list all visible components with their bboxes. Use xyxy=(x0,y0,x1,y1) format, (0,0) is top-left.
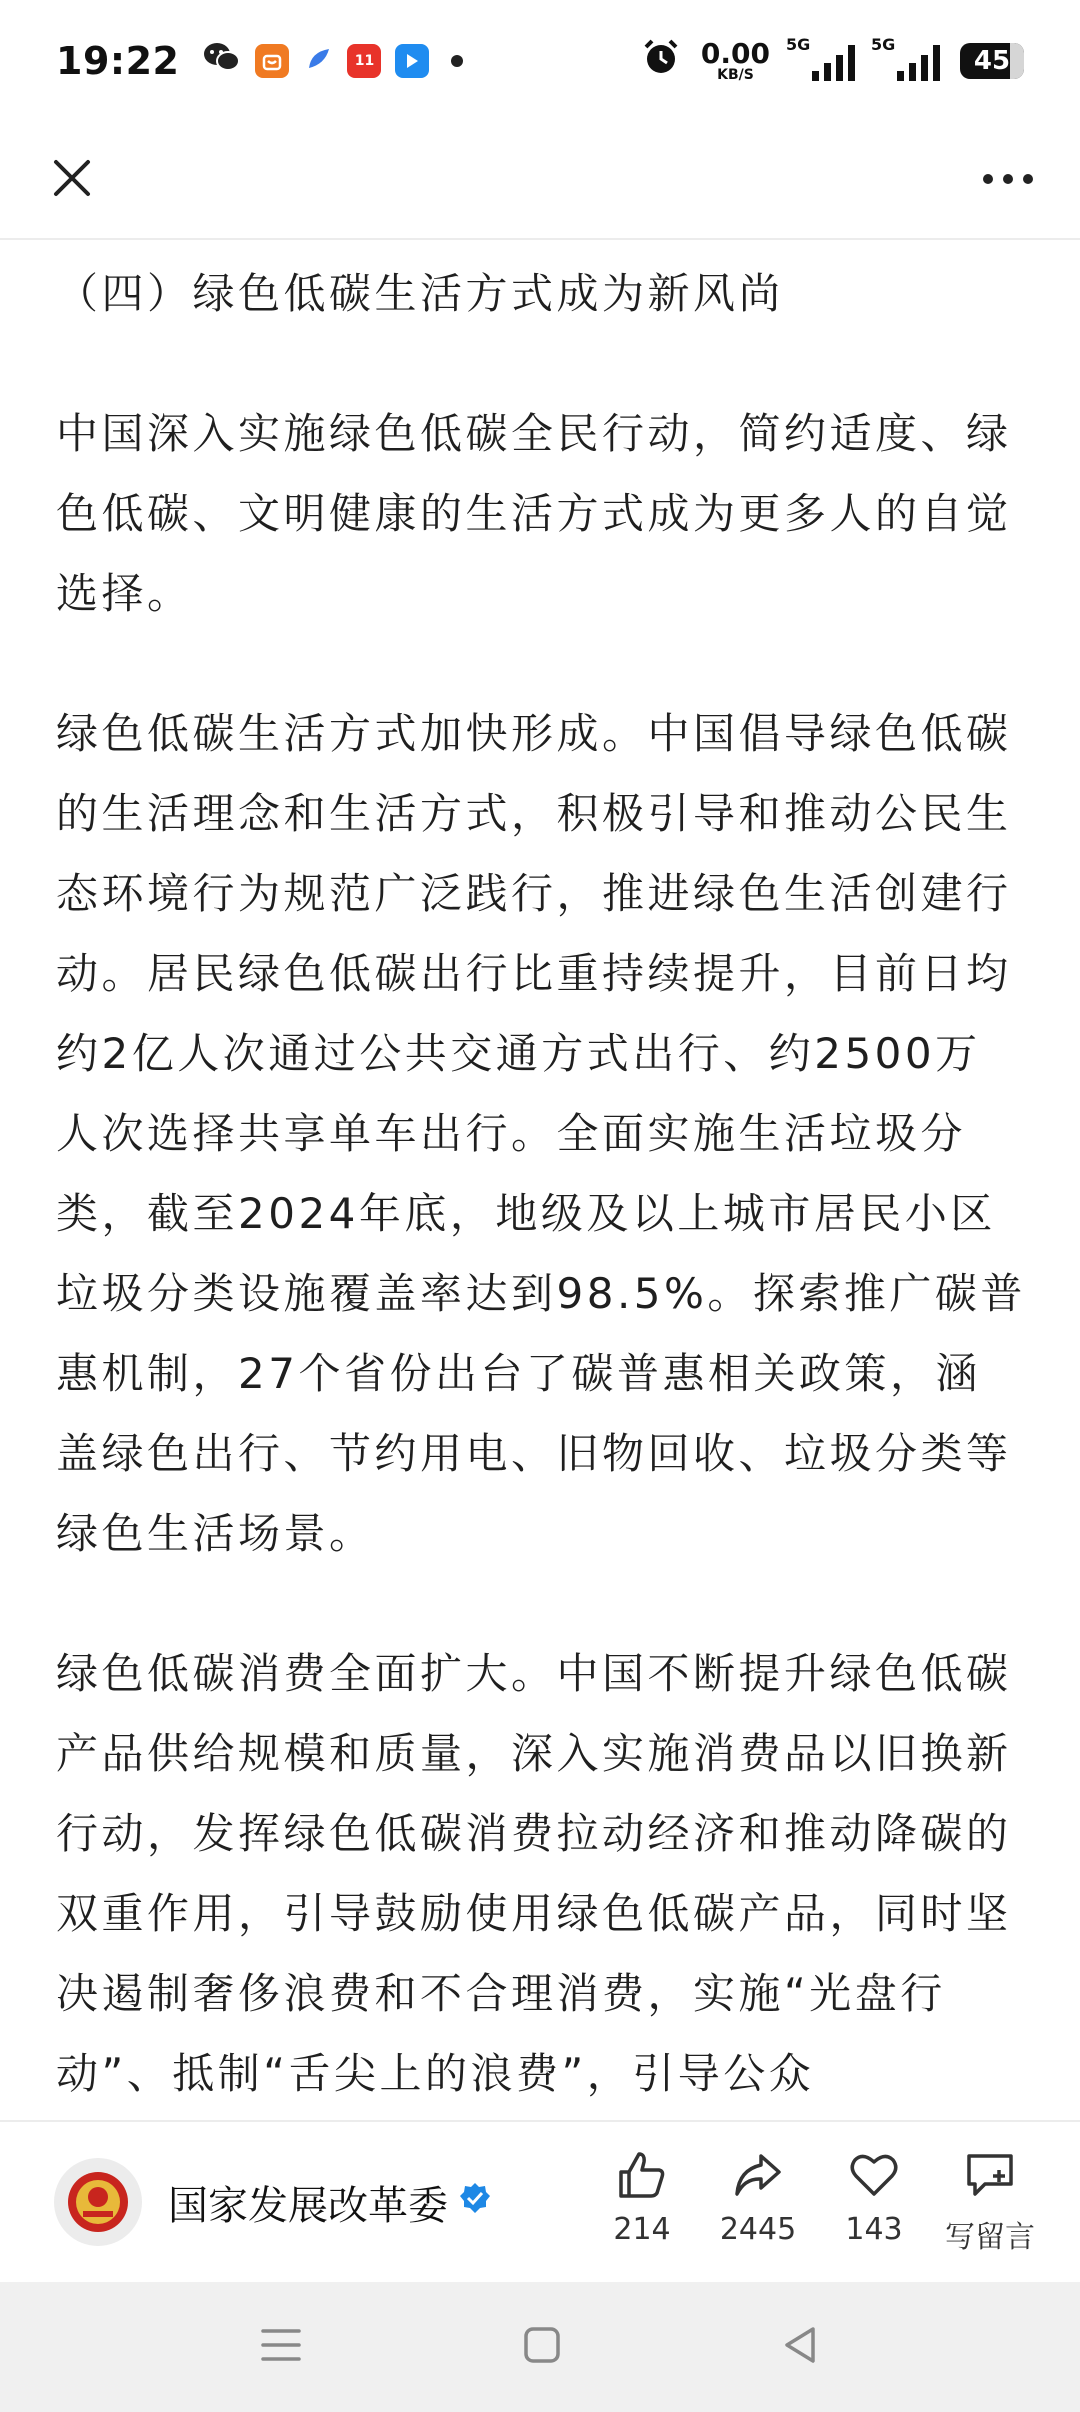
status-bar xyxy=(0,0,1080,122)
more-button[interactable] xyxy=(968,140,1048,220)
shopping-app-icon xyxy=(255,44,289,78)
wechat-icon xyxy=(203,39,241,83)
status-time: 19:22 xyxy=(56,39,180,83)
comment-add-icon xyxy=(963,2148,1017,2206)
signal-strength-2: 5G xyxy=(875,41,940,81)
emblem-icon xyxy=(63,2167,133,2237)
write-comment-button[interactable]: 写留言 xyxy=(932,2148,1048,2256)
article-paragraph: 绿色低碳消费全面扩大。中国不断提升绿色低碳产品供给规模和质量，深入实施消费品以旧换新行动，发挥绿色低碳消费拉动经济和推动降碳的双重作用，引导鼓励使用绿色低碳产品，同时坚决遏制奢侈浪费和不合理消费，实施“光盘行动”、抵制“舌尖上的浪费”，引导公众 xyxy=(56,1649,1012,2098)
author-avatar[interactable] xyxy=(54,2158,142,2246)
share-icon xyxy=(731,2148,785,2206)
battery-indicator: 45 xyxy=(960,43,1024,79)
like-button[interactable]: 214 xyxy=(584,2148,700,2256)
thumbs-up-icon xyxy=(615,2148,669,2206)
close-button[interactable] xyxy=(32,140,112,220)
top-nav-bar xyxy=(0,122,1080,240)
article-paragraph: 中国深入实施绿色低碳全民行动，简约适度、绿色低碳、文明健康的生活方式成为更多人的自觉选择。 xyxy=(56,409,1012,618)
close-icon xyxy=(50,156,94,204)
more-notifications-dot xyxy=(451,55,463,67)
share-button[interactable]: 2445 xyxy=(700,2148,816,2256)
back-icon[interactable] xyxy=(781,2325,821,2369)
sale-app-icon: 11 xyxy=(347,44,381,78)
signal-strength-1: 5G xyxy=(790,41,855,81)
heart-icon xyxy=(847,2148,901,2206)
home-icon[interactable] xyxy=(522,2325,562,2369)
net-speed: 0.00 KB/S xyxy=(700,37,770,83)
section-heading: （四）绿色低碳生活方式成为新风尚 xyxy=(56,269,785,318)
action-buttons xyxy=(584,2148,1048,2256)
alarm-icon xyxy=(641,37,681,86)
pointer-app-icon xyxy=(395,44,429,78)
feather-app-icon xyxy=(303,39,333,83)
notification-icons xyxy=(203,39,463,83)
favorite-button[interactable]: 143 xyxy=(816,2148,932,2256)
status-indicators xyxy=(641,37,1024,86)
article-paragraph: 绿色低碳生活方式加快形成。中国倡导绿色低碳的生活理念和生活方式，积极引导和推动公民生态环境行为规范广泛践行，推进绿色生活创建行动。居民绿色低碳出行比重持续提升，目前日均约2亿人次通过公共交通方式出行、约2500万人次选择共享单车出行。全面实施生活垃圾分类，截至2024年底，地级及以上城市居民小区垃圾分类设施覆盖率达到98.5%。探索推广碳普惠机制，27个省份出台了碳普惠相关政策，涵盖绿色出行、节约用电、旧物回收、垃圾分类等绿色生活场景。 xyxy=(56,709,1026,1558)
article-action-bar xyxy=(0,2120,1080,2282)
article-body xyxy=(56,240,1026,2120)
author-name[interactable]: 国家发展改革委 xyxy=(168,2174,492,2231)
more-icon xyxy=(980,171,1036,190)
verified-badge-icon xyxy=(458,2179,492,2225)
menu-icon[interactable] xyxy=(259,2325,303,2369)
system-navigation-bar xyxy=(0,2282,1080,2412)
